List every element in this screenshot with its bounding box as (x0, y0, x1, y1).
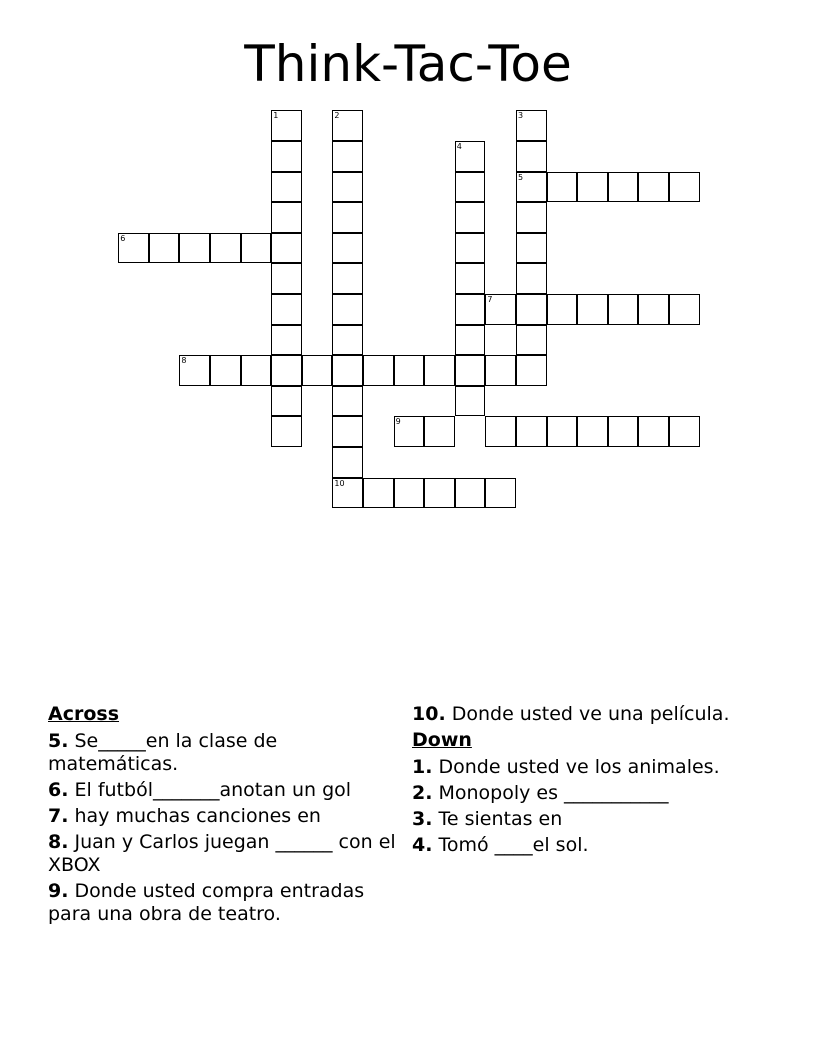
crossword-cell[interactable] (363, 478, 394, 509)
crossword-cell[interactable] (394, 416, 425, 447)
clue-text: Tomó ____el sol. (438, 834, 589, 856)
clue-text: Se_____en la clase de matemáticas. (48, 730, 278, 775)
crossword-cell[interactable] (332, 233, 363, 264)
clue-number: 10. (412, 703, 446, 725)
crossword-cell[interactable] (669, 416, 700, 447)
crossword-cell[interactable] (271, 294, 302, 325)
crossword-cell[interactable] (608, 294, 639, 325)
crossword-cell[interactable] (455, 325, 486, 356)
crossword-cell[interactable] (271, 386, 302, 417)
clue-number: 8. (48, 831, 69, 853)
clue-text: Donde usted ve una película. (451, 703, 730, 725)
crossword-cell[interactable] (455, 263, 486, 294)
crossword-cell[interactable] (332, 110, 363, 141)
crossword-cell[interactable] (516, 294, 547, 325)
crossword-cell[interactable] (455, 355, 486, 386)
down-clue-4 (412, 834, 792, 857)
crossword-cell[interactable] (271, 416, 302, 447)
cell-number: 5 (518, 172, 524, 182)
crossword-cell[interactable] (424, 478, 455, 509)
clue-text: Te sientas en (438, 808, 563, 830)
clue-number: 5. (48, 730, 69, 752)
crossword-cell[interactable] (210, 355, 241, 386)
crossword-cell[interactable] (547, 416, 578, 447)
crossword-cell[interactable] (332, 141, 363, 172)
cell-number: 4 (456, 142, 462, 151)
clue-text: Donde usted compra entradas para una obra de teatro. (48, 880, 365, 925)
crossword-cell[interactable] (669, 172, 700, 203)
cell-number: 8 (181, 356, 187, 366)
clue-number: 2. (412, 782, 433, 804)
across-clue-10 (412, 703, 792, 726)
crossword-cell[interactable] (424, 416, 455, 447)
crossword-cell[interactable] (271, 355, 302, 386)
clue-number: 6. (48, 779, 69, 801)
down-clue-2 (412, 782, 792, 805)
crossword-cell[interactable] (241, 233, 272, 264)
cell-number: 1 (273, 111, 279, 121)
crossword-cell[interactable] (332, 355, 363, 386)
crossword-cell[interactable] (547, 172, 578, 203)
crossword-cell[interactable] (516, 416, 547, 447)
crossword-cell[interactable] (271, 263, 302, 294)
across-clue-7 (48, 805, 403, 828)
crossword-cell[interactable] (271, 325, 302, 356)
crossword-cell[interactable] (516, 202, 547, 233)
crossword-cell[interactable] (332, 325, 363, 356)
clue-column-left (48, 703, 403, 929)
crossword-cell[interactable] (332, 478, 363, 509)
across-header: Across (48, 703, 120, 725)
across-clue-5 (48, 730, 403, 776)
crossword-cell[interactable] (271, 141, 302, 172)
clue-number: 9. (48, 880, 69, 902)
crossword-cell[interactable] (332, 172, 363, 203)
crossword-cell[interactable] (608, 416, 639, 447)
cell-number: 9 (395, 417, 401, 427)
crossword-cell[interactable] (149, 233, 180, 264)
cell-number: 10 (334, 478, 345, 488)
cell-number: 2 (334, 111, 340, 121)
across-clue-8 (48, 831, 403, 877)
crossword-cell[interactable] (271, 172, 302, 203)
clue-number: 4. (412, 834, 433, 856)
crossword-cell[interactable] (332, 416, 363, 447)
crossword-cell[interactable] (332, 202, 363, 233)
crossword-cell[interactable] (638, 172, 669, 203)
cell-number: 6 (120, 233, 126, 243)
crossword-cell[interactable] (516, 141, 547, 172)
crossword-cell[interactable] (485, 416, 516, 447)
clue-number: 1. (412, 756, 433, 778)
crossword-cell[interactable] (394, 355, 425, 386)
crossword-cell[interactable] (455, 386, 486, 417)
crossword-cell[interactable] (118, 233, 149, 264)
crossword-cell[interactable] (271, 202, 302, 233)
crossword-cell[interactable] (455, 172, 486, 203)
crossword-cell[interactable] (516, 355, 547, 386)
puzzle-title: Think-Tac-Toe (244, 35, 572, 93)
crossword-cell[interactable] (455, 478, 486, 509)
down-clue-1 (412, 756, 792, 779)
crossword-cell[interactable] (271, 110, 302, 141)
crossword-cell[interactable] (332, 386, 363, 417)
clue-text: hay muchas canciones en (74, 805, 321, 827)
crossword-cell[interactable] (332, 294, 363, 325)
crossword-cell[interactable] (638, 294, 669, 325)
crossword-cell[interactable] (424, 355, 455, 386)
clue-column-right (412, 703, 792, 860)
down-header: Down (412, 729, 472, 751)
crossword-cell[interactable] (455, 141, 486, 172)
crossword-cell[interactable] (455, 233, 486, 264)
crossword-cell[interactable] (455, 202, 486, 233)
across-clue-9 (48, 880, 403, 926)
cell-number: 3 (518, 111, 524, 121)
crossword-cell[interactable] (485, 355, 516, 386)
clue-text: Juan y Carlos juegan ______ con el XBOX (48, 831, 396, 876)
crossword-cell[interactable] (516, 263, 547, 294)
clue-number: 7. (48, 805, 69, 827)
crossword-cell[interactable] (179, 233, 210, 264)
crossword-cell[interactable] (516, 172, 547, 203)
crossword-cell[interactable] (394, 478, 425, 509)
crossword-cell[interactable] (210, 233, 241, 264)
crossword-cell[interactable] (608, 172, 639, 203)
clue-number: 3. (412, 808, 433, 830)
crossword-cell[interactable] (302, 355, 333, 386)
crossword-cell[interactable] (241, 355, 272, 386)
crossword-cell[interactable] (577, 172, 608, 203)
crossword-cell[interactable] (577, 294, 608, 325)
crossword-cell[interactable] (332, 447, 363, 478)
crossword-cell[interactable] (179, 355, 210, 386)
crossword-cell[interactable] (363, 355, 394, 386)
crossword-cell[interactable] (638, 416, 669, 447)
cell-number: 7 (487, 295, 493, 304)
down-clue-3 (412, 808, 792, 831)
crossword-cell[interactable] (455, 294, 486, 325)
crossword-cell[interactable] (516, 233, 547, 264)
clue-text: Donde usted ve los animales. (438, 756, 720, 778)
crossword-cell[interactable] (485, 478, 516, 509)
crossword-cell[interactable] (577, 416, 608, 447)
clue-text: El futból_______anotan un gol (74, 779, 352, 801)
crossword-cell[interactable] (516, 110, 547, 141)
crossword-cell[interactable] (271, 233, 302, 264)
crossword-cell[interactable] (669, 294, 700, 325)
crossword-cell[interactable] (485, 294, 516, 325)
crossword-cell[interactable] (332, 263, 363, 294)
crossword-cell[interactable] (547, 294, 578, 325)
clue-text: Monopoly es ___________ (438, 782, 669, 804)
crossword-cell[interactable] (516, 325, 547, 356)
across-clue-6 (48, 779, 403, 802)
